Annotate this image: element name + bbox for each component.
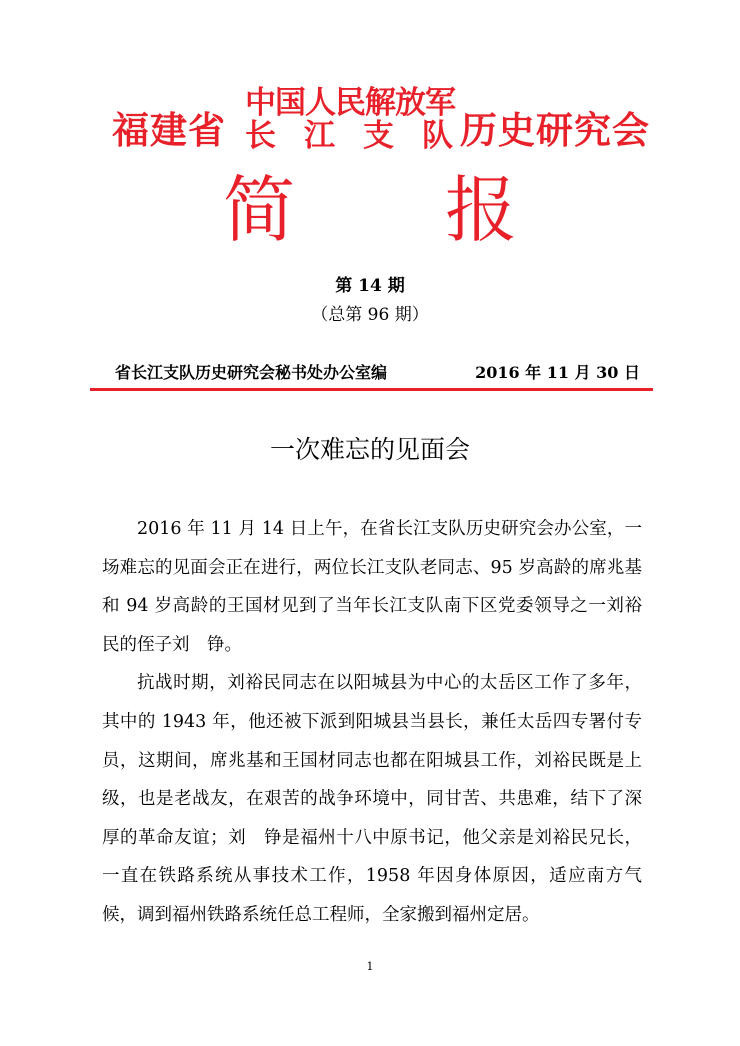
masthead-org-top: 中国人民解放军 <box>245 85 455 121</box>
masthead <box>0 86 740 158</box>
issue-total: （总第 96 期） <box>311 305 429 325</box>
masthead-province: 福建省 <box>112 109 226 152</box>
doc-type-title: 简报 <box>222 168 667 252</box>
issue-date: 2016 年 11 月 30 日 <box>475 363 640 382</box>
article-paragraph: 2016 年 11 月 14 日上午，在省长江支队历史研究会办公室，一场难忘的见面会正在进行，两位长江支队老同志、95 岁高龄的席兆基和 94 岁高龄的王国材见到了当年长江支队南下区党委领导之一刘裕民的侄子刘 铮。 <box>102 519 642 655</box>
editor-line: 省长江支队历史研究会秘书处办公室编 <box>115 363 388 382</box>
masthead-org <box>245 85 481 154</box>
header-rule <box>90 388 653 391</box>
page-number: 1 <box>366 960 374 973</box>
article-paragraph: 抗战时期，刘裕民同志在以阳城县为中心的太岳区工作了多年，其中的 1943 年，他还被下派到阳城县当县长，兼任太岳四专署付专员，这期间，席兆基和王国材同志也都在阳城县工作，刘裕民既是上级，也是老战友，在艰苦的战争环境中，同甘苦、共患难，结下了深厚的革命友谊；刘 铮是福州十八中原书记，他父亲是刘裕民兄长，一直在铁路系统从事技术工作，1958 年因身体原因，适应南方气候，调到福州铁路系统任总工程师，全家搬到福州定居。 <box>102 673 642 925</box>
article-title: 一次难忘的见面会 <box>269 435 470 464</box>
issue-number: 第 14 期 <box>335 276 405 296</box>
masthead-org-bottom: 长江支队 <box>245 118 481 154</box>
article-body <box>102 510 642 935</box>
masthead-institute: 历史研究会 <box>460 109 650 152</box>
